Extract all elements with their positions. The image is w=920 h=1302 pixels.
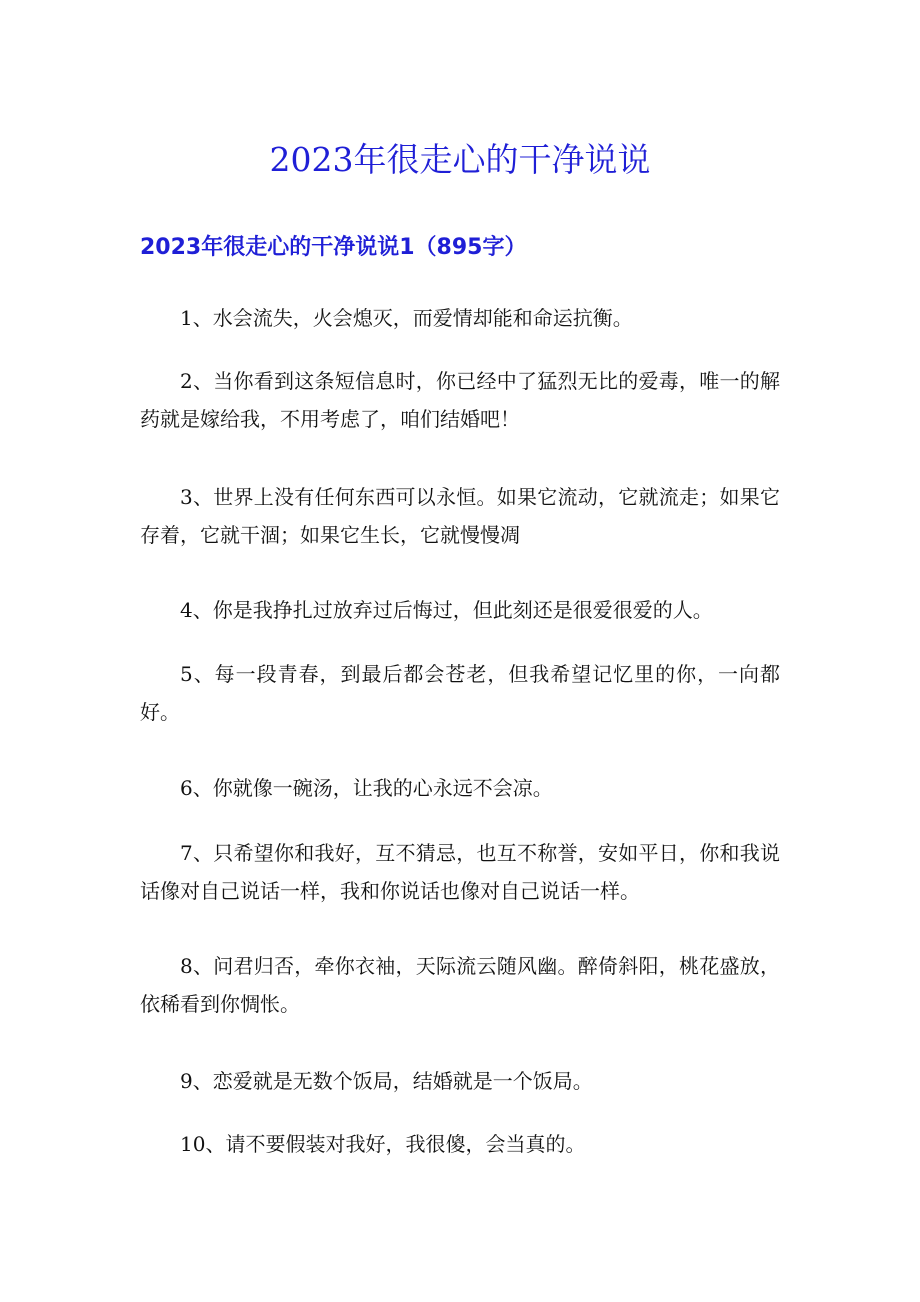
document-title: 2023年很走心的干净说说: [269, 140, 651, 179]
paragraph-4: 4、你是我挣扎过放弃过后悔过，但此刻还是很爱很爱的人。: [180, 598, 713, 622]
paragraph-7: 7、只希望你和我好，互不猜忌，也互不称誉，安如平日，你和我说话像对自己说话一样，我和你说话也像对自己说话一样。: [140, 841, 780, 903]
paragraph-10: 10、请不要假装对我好，我很傻，会当真的。: [180, 1132, 586, 1156]
section-heading: 2023年很走心的干净说说1（895字）: [140, 235, 527, 260]
paragraph-6: 6、你就像一碗汤，让我的心永远不会凉。: [180, 776, 553, 800]
paragraph-3: 3、世界上没有任何东西可以永恒。如果它流动，它就流走；如果它存着，它就干涸；如果它生长，它就慢慢凋: [140, 485, 780, 547]
paragraph-5: 5、每一段青春，到最后都会苍老，但我希望记忆里的你，一向都好。: [140, 662, 780, 724]
paragraph-2: 2、当你看到这条短信息时，你已经中了猛烈无比的爱毒，唯一的解药就是嫁给我，不用考虑了，咱们结婚吧！: [140, 369, 780, 431]
paragraph-9: 9、恋爱就是无数个饭局，结婚就是一个饭局。: [180, 1069, 593, 1093]
paragraph-1: 1、水会流失，火会熄灭，而爱情却能和命运抗衡。: [180, 306, 633, 330]
paragraph-8: 8、问君归否，牵你衣袖，天际流云随风幽。醉倚斜阳，桃花盛放，依稀看到你惆怅。: [140, 954, 780, 1016]
